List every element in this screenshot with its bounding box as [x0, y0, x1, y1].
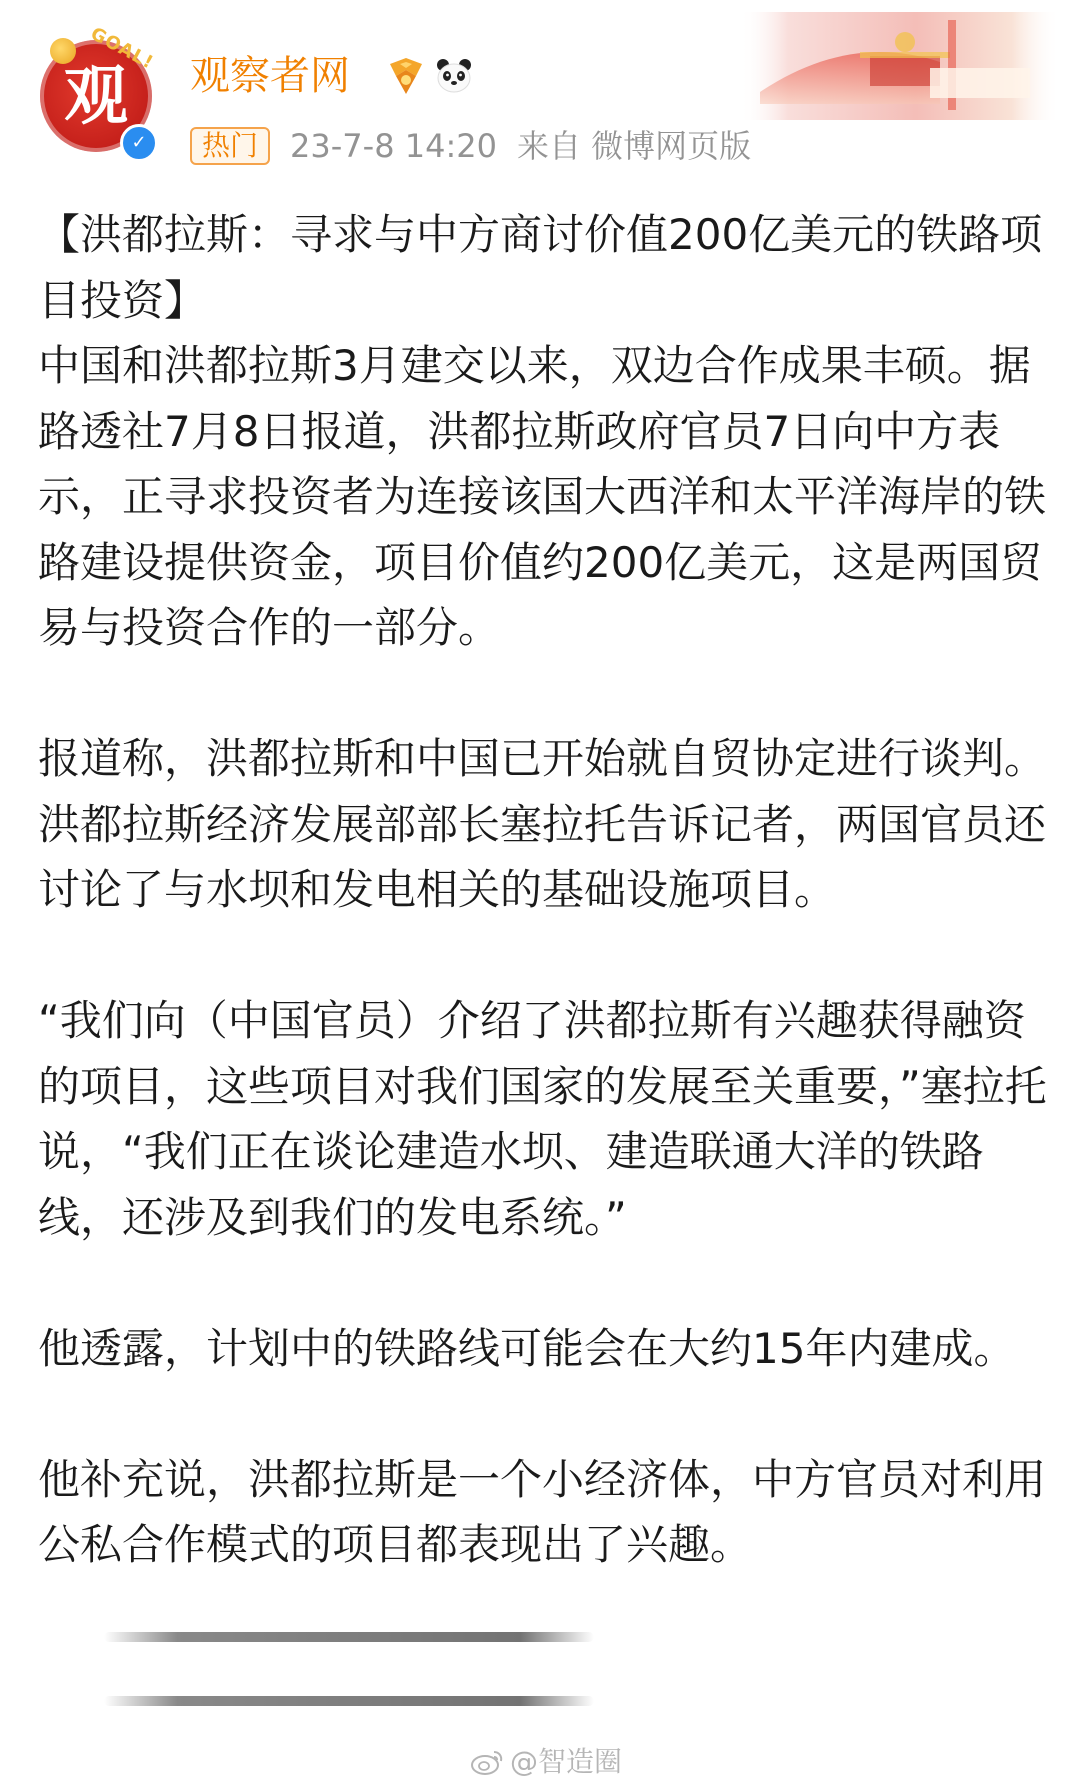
post-paragraph: “我们向（中国官员）介绍了洪都拉斯有兴趣获得融资的项目，这些项目对我们国家的发展至关重要，”塞拉托说，“我们正在谈论建造水坝、建造联通大洋的铁路线，还涉及到我们的发电系统。”: [38, 996, 1047, 1242]
post-header: [0, 0, 1080, 170]
post-meta: [190, 124, 751, 168]
medal-icon[interactable]: [386, 56, 426, 96]
redaction-overlay: [94, 1590, 594, 1730]
avatar-logo-glyph: 观: [64, 60, 128, 134]
post-paragraph: 报道称，洪都拉斯和中国已开始就自贸协定进行谈判。洪都拉斯经济发展部部长塞拉托告诉记者，两国官员还讨论了与水坝和发电相关的基础设施项目。: [38, 734, 1047, 914]
post-source: 来自 微博网页版: [516, 127, 752, 165]
watermark-text: @智造圈: [510, 1745, 623, 1778]
post-paragraph: 他补充说，洪都拉斯是一个小经济体，中方官员对利用公私合作模式的项目都表现出了兴趣。: [38, 1454, 1047, 1569]
avatar-goal-text: GOAL!: [87, 23, 158, 74]
decorative-banner: [740, 12, 1060, 120]
redaction-streak: [104, 1696, 594, 1706]
user-badges: [386, 54, 474, 98]
post-paragraph: 他透露，计划中的铁路线可能会在大约15年内建成。: [38, 1323, 1016, 1373]
redaction-streak: [104, 1632, 594, 1642]
verified-icon: ✓: [120, 124, 158, 162]
hot-tag[interactable]: 热门: [190, 127, 270, 165]
post-headline: 【洪都拉斯：寻求与中方商讨价值200亿美元的铁路项目投资】: [38, 210, 1043, 325]
weibo-icon: [470, 1748, 504, 1776]
watermark: [470, 1744, 622, 1780]
username[interactable]: 观察者网: [190, 53, 350, 99]
post-timestamp[interactable]: 23-7-8 14:20: [290, 127, 497, 165]
panda-icon[interactable]: [434, 56, 474, 96]
post-paragraph: 中国和洪都拉斯3月建交以来，双边合作成果丰硕。据路透社7月8日报道，洪都拉斯政府官员7日向中方表示，正寻求投资者为连接该国大西洋和太平洋海岸的铁路建设提供资金，项目价值约200亿美元，这是两国贸易与投资合作的一部分。: [38, 341, 1047, 652]
post-body: [38, 202, 1048, 1578]
